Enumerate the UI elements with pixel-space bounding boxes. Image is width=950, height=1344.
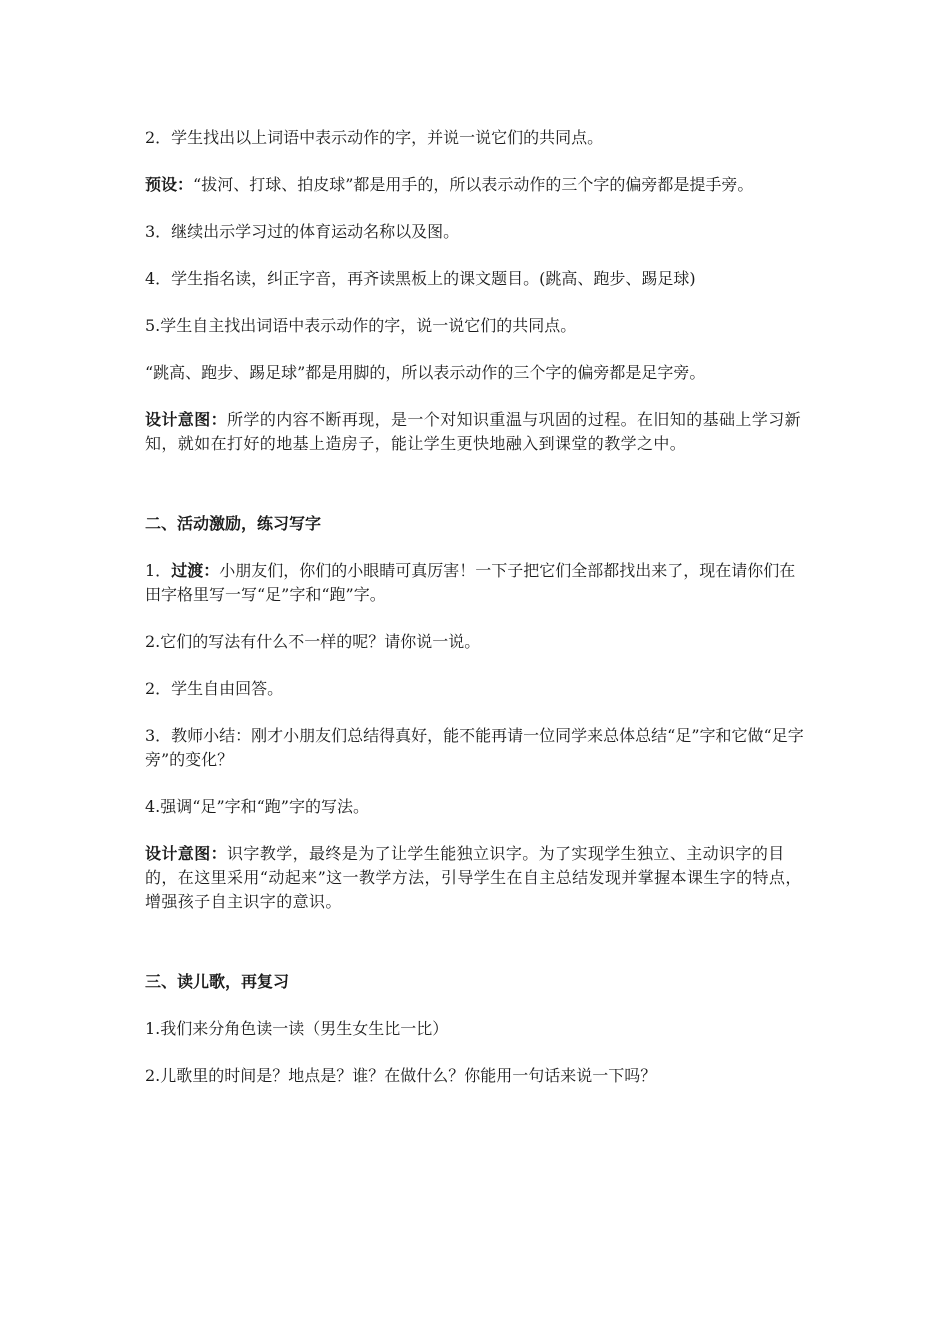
paragraph-step-2: 2．学生找出以上词语中表示动作的字，并说一说它们的共同点。 [145,128,604,147]
transition-label: 过渡： [171,561,220,580]
transition-number: 1． [145,561,172,580]
paragraph-writing-difference: 2.它们的写法有什么不一样的呢？请你说一说。 [145,632,481,651]
paragraph-teacher-summary: 3．教师小结：刚才小朋友们总结得真好，能不能再请一位同学来总体总结“足”字和它做“足字旁”的变化？ [145,726,804,769]
design-intent-label: 设计意图： [145,844,228,863]
paragraph-song-questions: 2.儿歌里的时间是？地点是？谁？在做什么？你能用一句话来说一下吗？ [145,1066,657,1085]
section-heading-3: 三、读儿歌，再复习 [145,972,290,991]
design-intent-2 [145,842,808,914]
paragraph-free-answer: 2．学生自由回答。 [145,679,284,698]
design-intent-1 [145,408,808,456]
paragraph-transition [145,559,808,607]
paragraph-step-5: 5.学生自主找出词语中表示动作的字，说一说它们的共同点。 [145,316,577,335]
paragraph-step-4: 4．学生指名读，纠正字音，再齐读黑板上的课文题目。(跳高、跑步、踢足球) [145,269,696,288]
section-heading-2: 二、活动激励，练习写字 [145,514,322,533]
design-intent-text: 所学的内容不断再现，是一个对知识重温与巩固的过程。在旧知的基础上学习新知，就如在打好的地基上造房子，能让学生更快地融入到课堂的教学之中。 [145,410,802,453]
preset-label: 预设： [145,175,194,194]
paragraph-preset [145,173,808,197]
design-intent-text: 识字教学，最终是为了让学生能独立识字。为了实现学生独立、主动识字的目的，在这里采用“动起来”这一教学方法，引导学生在自主总结发现并掌握本课生字的特点，增强孩子自主识字的意识。 [145,844,802,911]
transition-text: 小朋友们，你们的小眼睛可真厉害！一下子把它们全部都找出来了，现在请你们在田字格里写一写“足”字和“跑”字。 [145,561,796,604]
paragraph-role-reading: 1.我们来分角色读一读（男生女生比一比） [145,1019,449,1038]
paragraph-step-3: 3．继续出示学习过的体育运动名称以及图。 [145,222,460,241]
preset-text: “拔河、打球、拍皮球”都是用手的，所以表示动作的三个字的偏旁都是提手旁。 [193,175,754,194]
paragraph-foot-radical: “跳高、跑步、踢足球”都是用脚的，所以表示动作的三个字的偏旁都是足字旁。 [145,363,706,382]
design-intent-label: 设计意图： [145,410,228,429]
paragraph-emphasize-writing: 4.强调“足”字和“跑”字的写法。 [145,797,369,816]
